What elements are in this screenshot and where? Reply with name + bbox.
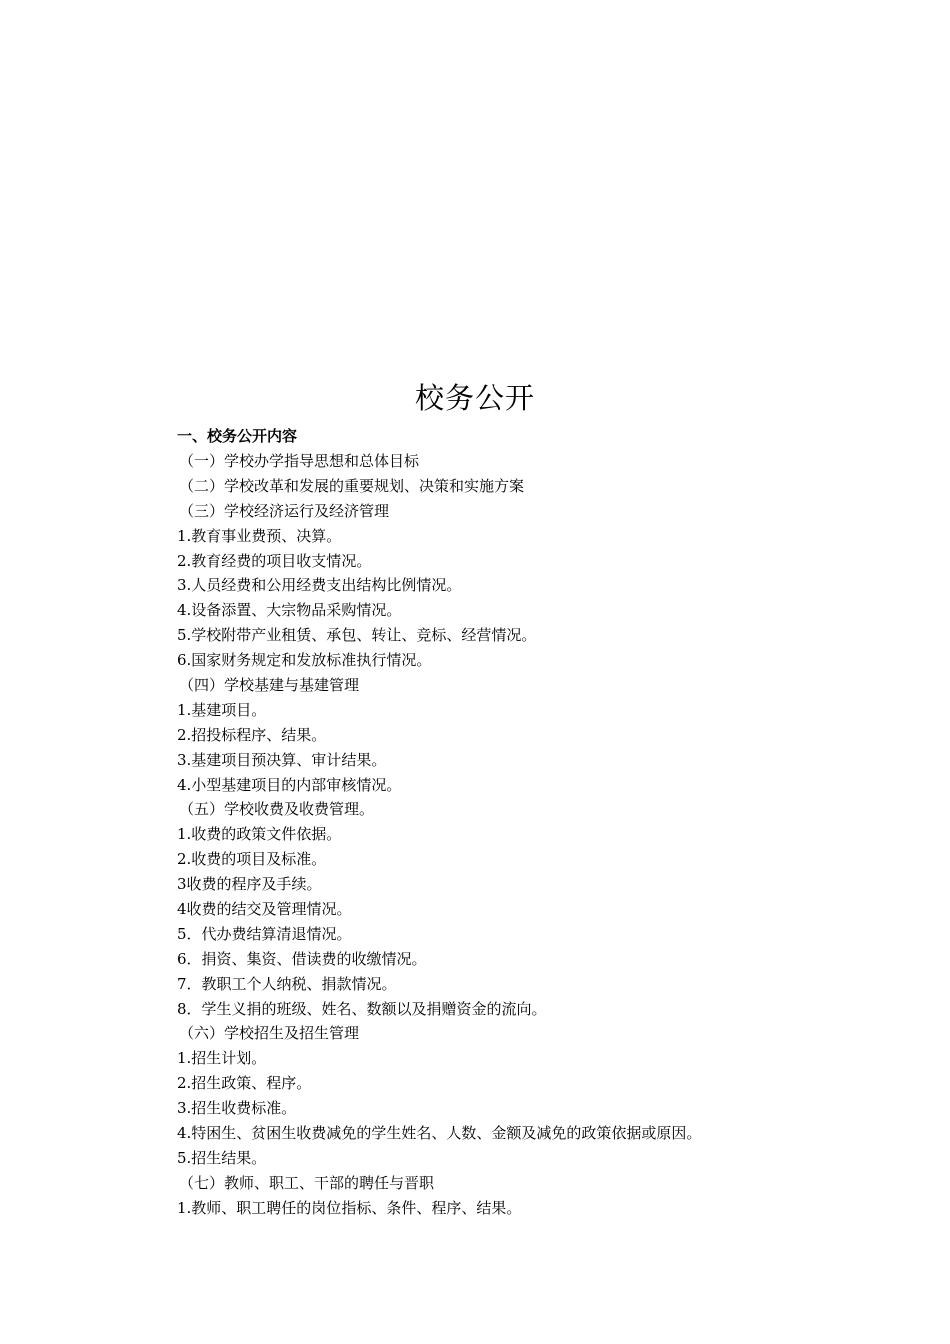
list-item: 1.教育事业费预、决算。 (177, 526, 342, 545)
list-item: 2.收费的项目及标准。 (177, 850, 327, 869)
subsection-heading: （四）学校基建与基建管理 (179, 676, 360, 695)
subsection-heading: （二）学校改革和发展的重要规划、决策和实施方案 (179, 476, 525, 495)
document-title: 校务公开 (414, 381, 535, 415)
list-item: 8．学生义捐的班级、姓名、数额以及捐赠资金的流向。 (177, 999, 547, 1018)
list-item: 6.国家财务规定和发放标准执行情况。 (177, 651, 432, 670)
list-item: 6．捐资、集资、借读费的收缴情况。 (177, 949, 427, 968)
list-item: 2.招投标程序、结果。 (177, 725, 327, 744)
list-item: 3.人员经费和公用经费支出结构比例情况。 (177, 576, 462, 595)
subsection-heading: （一）学校办学指导思想和总体目标 (179, 452, 420, 470)
list-item: 2.教育经费的项目收支情况。 (177, 551, 372, 570)
section-heading: 一、校务公开内容 (177, 427, 298, 445)
list-item: 7．教职工个人纳税、捐款情况。 (177, 974, 397, 993)
list-item: 1.基建项目。 (177, 700, 267, 719)
list-item: 3.招生收费标准。 (177, 1099, 297, 1118)
subsection-heading: （六）学校招生及招生管理 (179, 1024, 360, 1043)
list-item: 1.教师、职工聘任的岗位指标、条件、程序、结果。 (177, 1198, 522, 1217)
list-item: 5.学校附带产业租赁、承包、转让、竞标、经营情况。 (177, 626, 537, 645)
list-item: 4.小型基建项目的内部审核情况。 (177, 775, 402, 794)
document-body (177, 424, 877, 1221)
subsection-heading: （七）教师、职工、干部的聘任与晋职 (179, 1173, 435, 1192)
list-item: 2.招生政策、程序。 (177, 1074, 312, 1093)
list-item: 4.设备添置、大宗物品采购情况。 (177, 601, 402, 620)
subsection-heading: （三）学校经济运行及经济管理 (179, 501, 390, 520)
list-item: 1.收费的政策文件依据。 (177, 825, 342, 844)
list-item: 4.特困生、贫困生收费减免的学生姓名、人数、金额及减免的政策依据或原因。 (177, 1124, 702, 1143)
list-item: 5．代办费结算清退情况。 (177, 924, 352, 943)
list-item: 1.招生计划。 (177, 1049, 267, 1068)
list-item: 4收费的结交及管理情况。 (177, 900, 352, 919)
subsection-heading: （五）学校收费及收费管理。 (179, 800, 375, 819)
list-item: 3收费的程序及手续。 (177, 875, 322, 894)
list-item: 3.基建项目预决算、审计结果。 (177, 750, 387, 769)
list-item: 5.招生结果。 (177, 1148, 267, 1167)
